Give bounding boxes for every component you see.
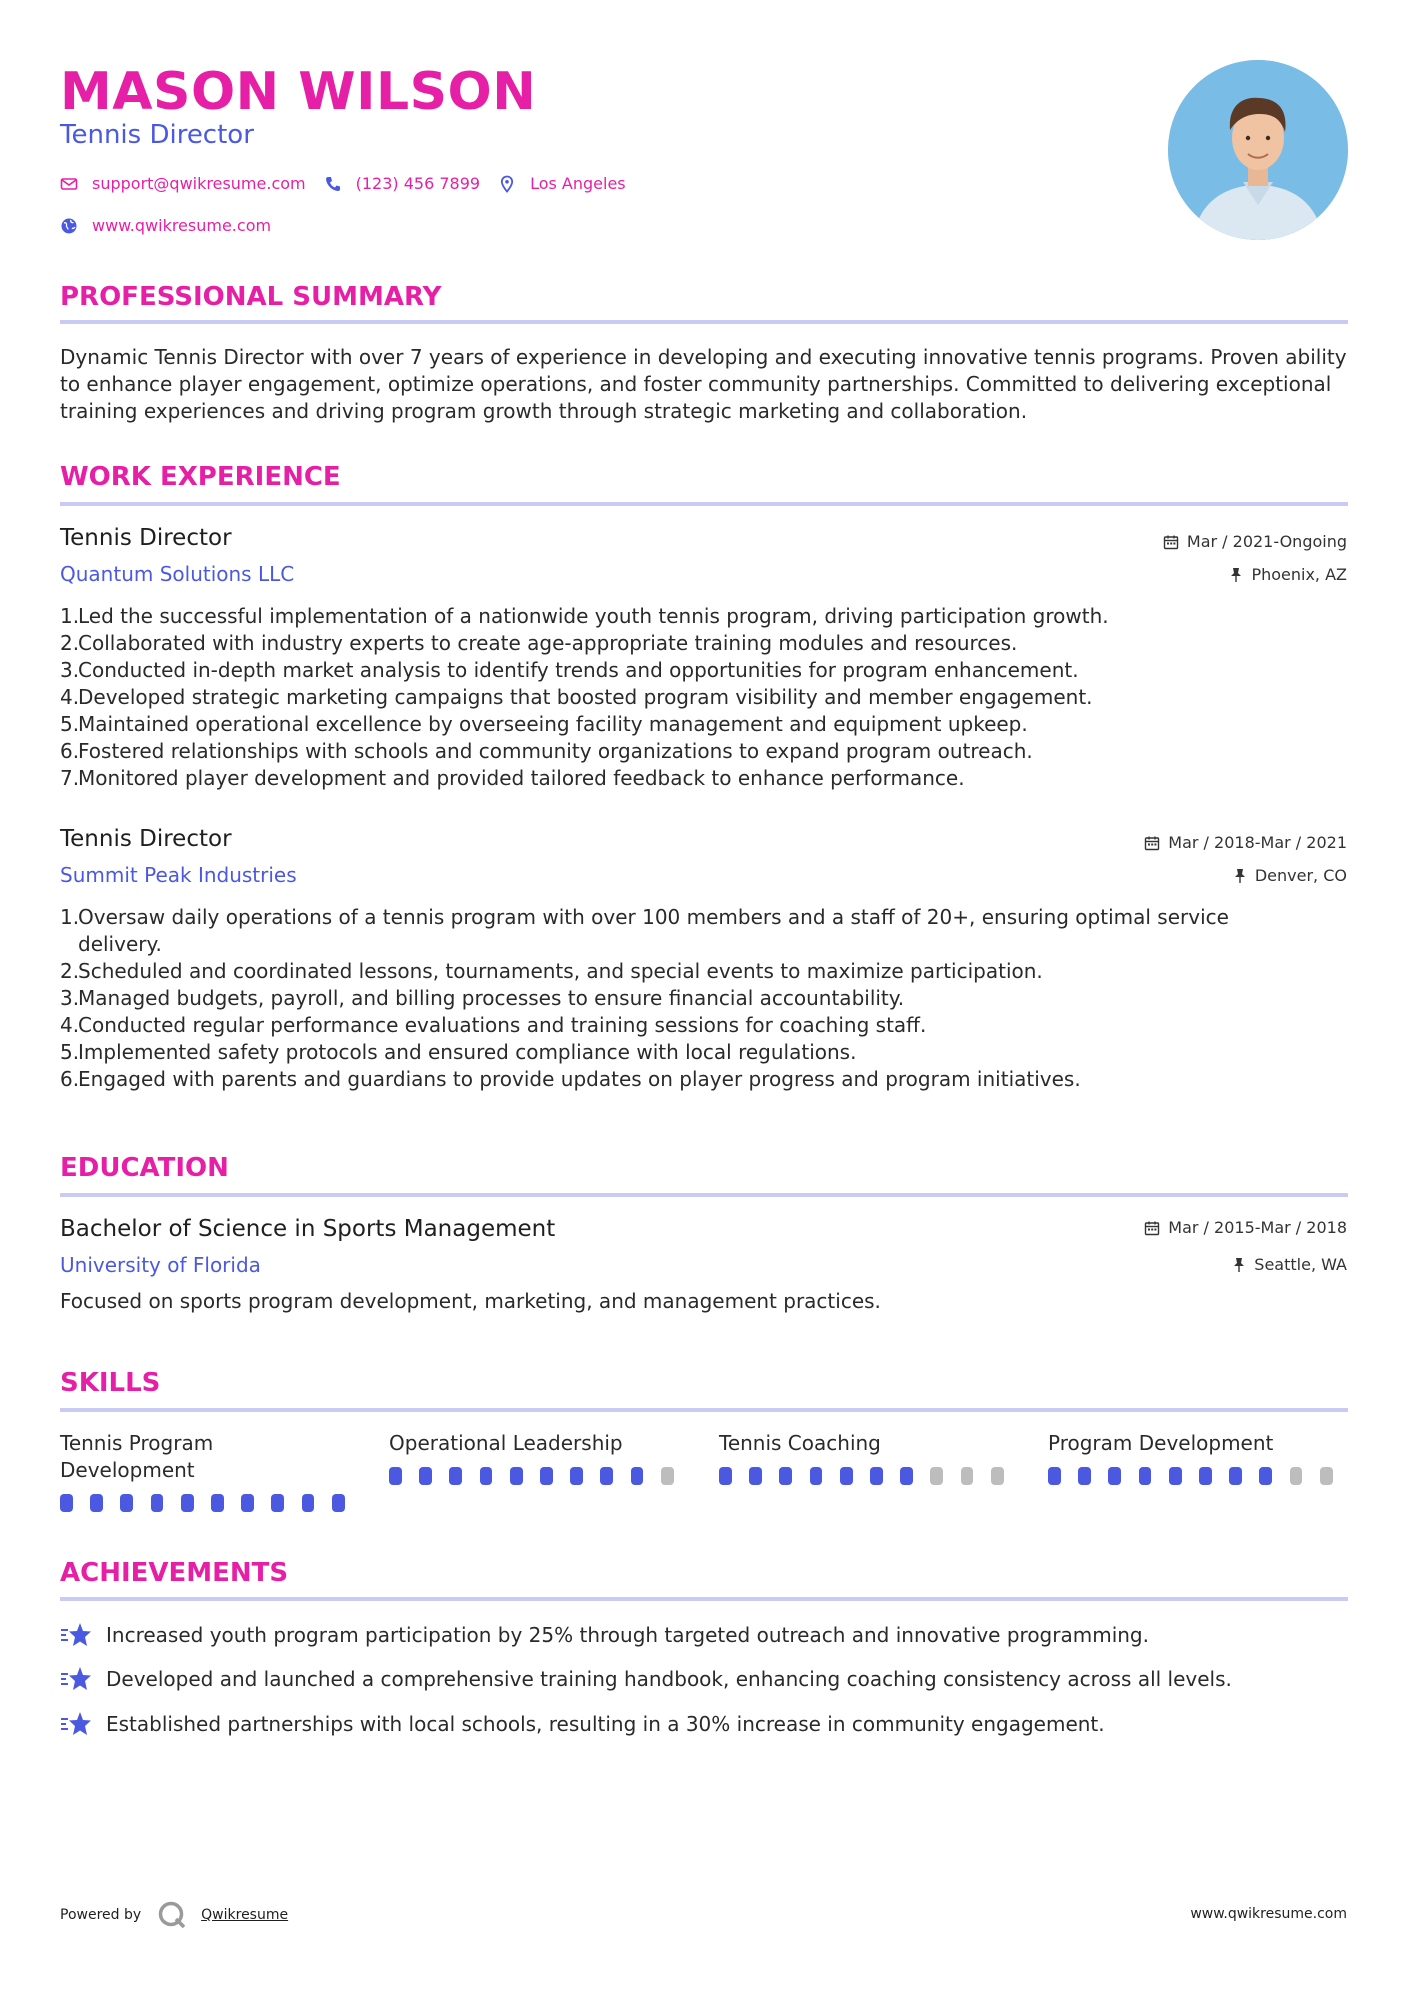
- star-icon: [60, 1710, 92, 1738]
- skill-name: Operational Leadership: [389, 1431, 623, 1455]
- skill-rating: [60, 1494, 362, 1512]
- rating-dot-empty: [1320, 1467, 1333, 1485]
- rating-dot-filled: [631, 1467, 644, 1485]
- list-item: 1. Oversaw daily operations of a tennis program with over 100 members and a staff of 20+, ensuring optimal service delivery.: [60, 905, 1229, 956]
- qwikresume-logo-icon: [157, 1900, 187, 1930]
- skill-name: Program Development: [1048, 1431, 1274, 1455]
- calendar-icon: [1144, 1220, 1160, 1236]
- job-title: Tennis Director: [60, 826, 232, 852]
- rating-dot-filled: [1139, 1467, 1152, 1485]
- achievement-item: [60, 1665, 1232, 1693]
- list-item: 6. Engaged with parents and guardians to provide updates on player progress and program initiatives.: [60, 1067, 1081, 1091]
- rating-dot-filled: [900, 1467, 913, 1485]
- experience-heading: WORK EXPERIENCE: [60, 462, 341, 492]
- profile-photo: [1168, 60, 1348, 240]
- job-location: [1233, 866, 1347, 885]
- education-dates-text: Mar / 2015-Mar / 2018: [1168, 1218, 1347, 1237]
- skill-rating: [389, 1467, 691, 1485]
- contact-row: [60, 174, 644, 193]
- skill-name: Tennis Program Development: [60, 1431, 214, 1482]
- summary-text: Dynamic Tennis Director with over 7 years of experience in developing and executing innovative tennis programs. Proven ability to enhance player engagement, optimize operations, and foster community partnerships. Committed to delivering exceptional training experiences and driving program growth through strategic marketing and collaboration.: [60, 345, 1347, 423]
- rating-dot-filled: [840, 1467, 853, 1485]
- brand-link[interactable]: Qwikresume: [201, 1907, 289, 1923]
- avatar-illustration: [1168, 60, 1348, 240]
- rating-dot-filled: [449, 1467, 462, 1485]
- achievements-heading: ACHIEVEMENTS: [60, 1558, 289, 1588]
- achievement-text: Developed and launched a comprehensive training handbook, enhancing coaching consistency across all levels.: [106, 1667, 1232, 1691]
- rating-dot-empty: [930, 1467, 943, 1485]
- rating-dot-empty: [991, 1467, 1004, 1485]
- list-item: 3. Conducted in-depth market analysis to identify trends and opportunities for program enhancement.: [60, 658, 1079, 682]
- summary-divider: [60, 320, 1348, 324]
- experience-divider: [60, 502, 1348, 506]
- rating-dot-filled: [719, 1467, 732, 1485]
- skill-rating: [719, 1467, 1021, 1485]
- rating-dot-filled: [332, 1494, 345, 1512]
- rating-dot-filled: [510, 1467, 523, 1485]
- rating-dot-filled: [1169, 1467, 1182, 1485]
- job-bullets: [60, 904, 1300, 1093]
- job-dates-text: Mar / 2018-Mar / 2021: [1168, 833, 1347, 852]
- globe-icon: [60, 217, 78, 235]
- achievement-item: [60, 1710, 1105, 1738]
- rating-dot-filled: [1199, 1467, 1212, 1485]
- rating-dot-empty: [661, 1467, 674, 1485]
- phone-item[interactable]: [324, 174, 480, 193]
- achievement-text: Increased youth program participation by 25% through targeted outreach and innovative programming.: [106, 1623, 1149, 1647]
- rating-dot-filled: [1108, 1467, 1121, 1485]
- star-icon: [60, 1621, 92, 1649]
- skill-item: [1048, 1430, 1350, 1485]
- school-name: University of Florida: [60, 1253, 261, 1277]
- list-item: 5. Maintained operational excellence by overseeing facility management and equipment upkeep.: [60, 712, 1028, 736]
- website-row: [60, 216, 289, 235]
- calendar-icon: [1163, 534, 1179, 550]
- education-description: Focused on sports program development, marketing, and management practices.: [60, 1289, 881, 1313]
- skills-heading: SKILLS: [60, 1368, 161, 1398]
- list-item: 4. Developed strategic marketing campaigns that boosted program visibility and member engagement.: [60, 685, 1093, 709]
- rating-dot-filled: [151, 1494, 164, 1512]
- job-location-text: Denver, CO: [1254, 866, 1347, 885]
- list-item: 2. Scheduled and coordinated lessons, tournaments, and special events to maximize participation.: [60, 959, 1043, 983]
- skill-item: [719, 1430, 1021, 1485]
- job-dates-text: Mar / 2021-Ongoing: [1186, 532, 1347, 551]
- rating-dot-filled: [1229, 1467, 1242, 1485]
- rating-dot-filled: [540, 1467, 553, 1485]
- pushpin-icon: [1232, 1257, 1246, 1273]
- job-title: Tennis Director: [60, 525, 232, 551]
- company-name: Summit Peak Industries: [60, 863, 297, 887]
- rating-dot-filled: [271, 1494, 284, 1512]
- skill-item: [389, 1430, 691, 1485]
- location-text: Los Angeles: [530, 174, 626, 193]
- email-text: support@qwikresume.com: [92, 174, 306, 193]
- rating-dot-filled: [120, 1494, 133, 1512]
- company-name: Quantum Solutions LLC: [60, 562, 295, 586]
- footer-powered-by: [60, 1900, 288, 1930]
- rating-dot-filled: [870, 1467, 883, 1485]
- rating-dot-filled: [302, 1494, 315, 1512]
- rating-dot-filled: [1078, 1467, 1091, 1485]
- job-dates: [1144, 833, 1347, 852]
- list-item: 6. Fostered relationships with schools and community organizations to expand program outreach.: [60, 739, 1033, 763]
- rating-dot-filled: [389, 1467, 402, 1485]
- phone-text: (123) 456 7899: [355, 174, 481, 193]
- email-item[interactable]: [60, 174, 306, 193]
- job-location-text: Phoenix, AZ: [1251, 565, 1347, 584]
- location-item: [498, 174, 626, 193]
- list-item: 7. Monitored player development and provided tailored feedback to enhance performance.: [60, 766, 965, 790]
- envelope-icon: [60, 175, 78, 193]
- website-text: www.qwikresume.com: [92, 216, 272, 235]
- list-item: 1. Led the successful implementation of a nationwide youth tennis program, driving participation growth.: [60, 604, 1109, 628]
- education-location: [1232, 1255, 1347, 1274]
- rating-dot-filled: [1048, 1467, 1061, 1485]
- phone-icon: [324, 175, 342, 193]
- map-pin-icon: [498, 175, 516, 193]
- rating-dot-filled: [241, 1494, 254, 1512]
- footer-url[interactable]: www.qwikresume.com: [1190, 1906, 1347, 1922]
- rating-dot-empty: [1290, 1467, 1303, 1485]
- skill-name: Tennis Coaching: [719, 1431, 881, 1455]
- education-divider: [60, 1193, 1348, 1197]
- rating-dot-filled: [419, 1467, 432, 1485]
- list-item: 5. Implemented safety protocols and ensured compliance with local regulations.: [60, 1040, 857, 1064]
- rating-dot-filled: [181, 1494, 194, 1512]
- pushpin-icon: [1229, 567, 1243, 583]
- education-heading: EDUCATION: [60, 1153, 229, 1183]
- rating-dot-filled: [600, 1467, 613, 1485]
- education-location-text: Seattle, WA: [1254, 1255, 1347, 1274]
- list-item: 4. Conducted regular performance evaluations and training sessions for coaching staff.: [60, 1013, 927, 1037]
- candidate-name: MASON WILSON: [60, 62, 537, 122]
- achievement-text: Established partnerships with local schools, resulting in a 30% increase in community engagement.: [106, 1712, 1105, 1736]
- degree-title: Bachelor of Science in Sports Management: [60, 1216, 556, 1242]
- candidate-role: Tennis Director: [60, 120, 254, 150]
- list-item: 3. Managed budgets, payroll, and billing processes to ensure financial accountability.: [60, 986, 905, 1010]
- summary-heading: PROFESSIONAL SUMMARY: [60, 282, 442, 312]
- achievements-divider: [60, 1597, 1348, 1601]
- calendar-icon: [1144, 835, 1160, 851]
- rating-dot-filled: [570, 1467, 583, 1485]
- rating-dot-filled: [1259, 1467, 1272, 1485]
- job-dates: [1163, 532, 1347, 551]
- list-item: 2. Collaborated with industry experts to create age-appropriate training modules and resources.: [60, 631, 1018, 655]
- job-location: [1229, 565, 1347, 584]
- website-item[interactable]: [60, 216, 271, 235]
- skill-rating: [1048, 1467, 1350, 1485]
- achievement-item: [60, 1621, 1149, 1649]
- rating-dot-filled: [480, 1467, 493, 1485]
- rating-dot-filled: [60, 1494, 73, 1512]
- powered-by-label: Powered by: [60, 1907, 142, 1923]
- job-bullets: [60, 603, 1300, 792]
- skills-divider: [60, 1408, 1348, 1412]
- rating-dot-filled: [779, 1467, 792, 1485]
- rating-dot-filled: [90, 1494, 103, 1512]
- rating-dot-empty: [961, 1467, 974, 1485]
- rating-dot-filled: [211, 1494, 224, 1512]
- pushpin-icon: [1233, 868, 1247, 884]
- rating-dot-filled: [749, 1467, 762, 1485]
- skill-item: [60, 1430, 362, 1512]
- star-icon: [60, 1665, 92, 1693]
- education-dates: [1144, 1218, 1347, 1237]
- rating-dot-filled: [810, 1467, 823, 1485]
